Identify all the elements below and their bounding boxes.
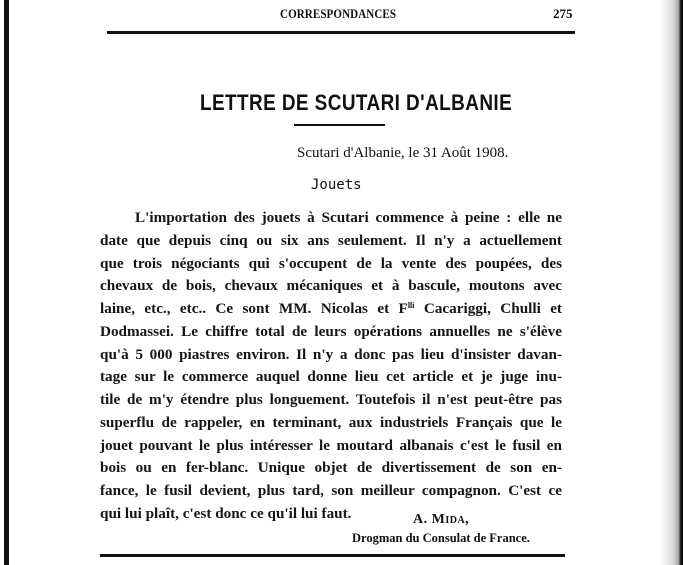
body-line: superflu de rappeler, en terminant, aux industriels Français que le — [100, 413, 562, 431]
footer-rule — [100, 554, 565, 557]
page-number: 275 — [553, 6, 573, 21]
body-line-text: Cacariggi, Chulli et — [414, 300, 562, 317]
running-header — [0, 6, 683, 26]
body-line: chevaux de bois, chevaux mécaniques et à bascule, moutons avec — [100, 277, 562, 295]
page-gutter-shadow — [660, 0, 683, 565]
body-line: tage sur le commerce auquel donne lieu cet article et je juge inu- — [100, 368, 562, 386]
dateline: Scutari d'Albanie, le 31 Août 1908. — [297, 145, 509, 161]
body-line: tile de m'y étendre plus longuement. Toutefois il n'est peut-être pas — [100, 391, 562, 408]
body-line: date que depuis cinq ou six ans seulement. Il n'y a actuellement — [100, 231, 562, 249]
body-line: jouet pouvant le plus intéresser le moutard albanais c'est le fusil en — [100, 436, 562, 454]
article-title: LETTRE DE SCUTARI D'ALBANIE — [200, 90, 513, 115]
signature-name: A. Mida, — [413, 512, 470, 527]
body-line: fance, le fusil devient, plus tard, son meilleur compagnon. C'est ce — [100, 482, 562, 499]
body-line — [100, 298, 562, 321]
signature-title: Drogman du Consulat de France. — [352, 531, 530, 545]
body-line: que trois négociants qui s'occupent de la vente des poupées, des — [100, 254, 562, 272]
running-title: CORRESPONDANCES — [280, 6, 397, 21]
body-line: Dodmassei. Le chiffre total de leurs opérations annuelles ne s'élève — [100, 322, 562, 340]
body-line: qu'à 5 000 piastres environ. Il n'y a donc pas lieu d'insister davan- — [100, 345, 562, 363]
body-line-text: laine, etc., etc.. Ce sont MM. Nicolas et F — [100, 300, 408, 317]
body-line: qui lui plaît, c'est donc ce qu'il lui faut. — [100, 504, 352, 522]
body-line: bois ou en fer-blanc. Unique objet de divertissement de son en- — [100, 459, 562, 477]
title-underline — [294, 124, 385, 126]
section-heading: Jouets — [311, 177, 362, 193]
body-line: L'importation des jouets à Scutari commence à peine : elle ne — [135, 209, 562, 226]
header-rule — [107, 31, 575, 34]
article-body — [100, 207, 562, 526]
superscript-abbrev: lli — [407, 301, 415, 310]
page-left-edge — [4, 0, 9, 565]
